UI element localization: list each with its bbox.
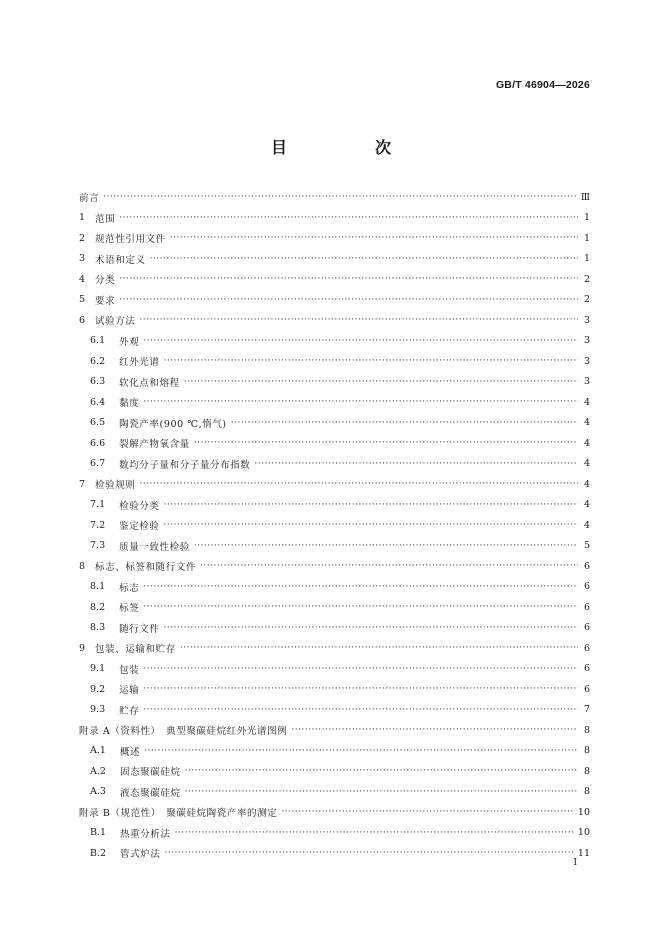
toc-entry-label: 试验方法 — [95, 316, 136, 328]
toc-entry[interactable] — [79, 331, 590, 352]
toc-entry[interactable] — [79, 454, 590, 475]
toc-entry-number: 7.1 — [90, 499, 106, 511]
toc-dot-leader — [119, 295, 578, 305]
toc-dot-leader — [143, 602, 578, 612]
toc-dot-leader — [144, 746, 578, 756]
toc-entry-number: 7 — [79, 478, 86, 490]
toc-entry-page: 3 — [583, 335, 590, 347]
toc-entry[interactable] — [79, 577, 590, 598]
toc-entry-page: 6 — [583, 642, 590, 654]
toc-entry-page: 5 — [583, 540, 590, 552]
toc-entry-page: 6 — [583, 622, 590, 634]
toc-entry-label: 标志 — [119, 582, 140, 594]
toc-entry-label: 随行文件 — [119, 623, 160, 635]
toc-entry-label: 软化点和熔程 — [119, 377, 180, 389]
toc-entry[interactable] — [79, 659, 590, 680]
toc-entry[interactable] — [79, 187, 590, 208]
toc-entry-page: 8 — [583, 765, 590, 777]
toc-entry-page: 6 — [583, 601, 590, 613]
toc-dot-leader — [180, 643, 578, 653]
toc-entry-label: 包装 — [119, 664, 140, 676]
toc-entry[interactable] — [79, 782, 590, 803]
toc-dot-leader — [164, 520, 578, 530]
toc-entry-label: 液态聚碳硅烷 — [119, 787, 181, 799]
toc-entry-page: 8 — [583, 786, 590, 798]
toc-entry[interactable] — [79, 741, 590, 762]
toc-entry[interactable] — [79, 536, 590, 557]
standard-code: GB/T 46904—2026 — [495, 79, 590, 91]
toc-entry-number: A.3 — [90, 786, 106, 798]
toc-entry-number: B.2 — [90, 847, 107, 859]
toc-entry[interactable] — [79, 700, 590, 721]
toc-entry[interactable] — [79, 310, 590, 331]
toc-entry-page: 3 — [583, 314, 590, 326]
toc-entry[interactable] — [79, 433, 590, 454]
toc-entry-number: 6.3 — [90, 376, 106, 388]
toc-entry-page: 4 — [583, 417, 590, 429]
toc-entry-label: 鉴定检验 — [119, 521, 160, 533]
toc-entry-number: 9.1 — [90, 663, 106, 675]
toc-entry[interactable] — [79, 228, 590, 249]
toc-entry-number: 8 — [79, 560, 86, 572]
toc-entry[interactable] — [79, 802, 590, 823]
toc-entry-number: 8.2 — [90, 601, 106, 613]
toc-entry-page: 11 — [577, 847, 590, 859]
toc-entry[interactable] — [79, 351, 590, 372]
toc-dot-leader — [164, 500, 578, 510]
toc-entry[interactable] — [79, 720, 590, 741]
toc-dot-leader — [143, 397, 578, 407]
toc-entry[interactable] — [79, 372, 590, 393]
toc-entry[interactable] — [79, 843, 590, 864]
toc-dot-leader — [175, 828, 574, 838]
toc-entry-number: B.1 — [90, 827, 107, 839]
toc-entry-page: 7 — [583, 704, 590, 716]
toc-dot-leader — [143, 705, 578, 715]
toc-entry-number: 6.4 — [90, 396, 106, 408]
toc-entry[interactable] — [79, 413, 590, 434]
toc-entry-page: 2 — [583, 294, 590, 306]
toc-dot-leader — [143, 336, 578, 346]
toc-entry-label: 陶瓷产率(900 ℃,惰气) — [119, 418, 227, 430]
toc-entry-page: 1 — [583, 212, 590, 224]
toc-entry-label: 管式炉法 — [120, 849, 161, 861]
toc-dot-leader — [143, 684, 578, 694]
toc-entry-label: 质量一致性检验 — [119, 541, 190, 553]
toc-entry-number: 6.5 — [90, 417, 106, 429]
toc-entry-label: 检验规则 — [95, 480, 136, 492]
toc-dot-leader — [150, 254, 578, 264]
toc-entry-label: 包装、运输和贮存 — [95, 644, 176, 656]
toc-entry-page: 6 — [583, 663, 590, 675]
toc-entry-page: 4 — [583, 478, 590, 490]
toc-entry[interactable] — [79, 392, 590, 413]
toc-entry-page: 10 — [577, 827, 590, 839]
toc-entry-number: 2 — [79, 232, 86, 244]
toc-dot-leader — [185, 766, 578, 776]
toc-entry-number: 6.7 — [90, 458, 106, 470]
toc-entry-number: A.1 — [90, 745, 106, 757]
toc-entry-page: 6 — [583, 581, 590, 593]
toc-dot-leader — [194, 541, 578, 551]
toc-entry[interactable] — [79, 474, 590, 495]
toc-entry[interactable] — [79, 679, 590, 700]
toc-entry-page: 1 — [583, 253, 590, 265]
toc-entry-page: 1 — [583, 232, 590, 244]
toc-dot-leader — [164, 848, 573, 858]
toc-dot-leader — [103, 192, 577, 202]
toc-entry-page: 3 — [583, 355, 590, 367]
toc-entry-page: 4 — [583, 437, 590, 449]
toc-entry-number: A.2 — [90, 765, 106, 777]
toc-entry-label: 附录 B（规范性） 聚碳硅烷陶瓷产率的测定 — [79, 808, 278, 820]
toc-entry[interactable] — [79, 515, 590, 536]
toc-dot-leader — [254, 459, 578, 469]
page-number: I — [573, 858, 577, 868]
toc-entry-label: 裂解产物氧含量 — [119, 439, 190, 451]
toc-entry-label: 黏度 — [119, 398, 140, 410]
toc-entry[interactable] — [79, 597, 590, 618]
toc-entry-number: 9 — [79, 642, 86, 654]
toc-entry[interactable] — [79, 761, 590, 782]
toc-dot-leader — [231, 418, 578, 428]
toc-entry[interactable] — [79, 823, 590, 844]
toc-dot-leader — [143, 664, 578, 674]
toc-entry-page: 8 — [583, 724, 590, 736]
toc-entry-number: 4 — [79, 273, 86, 285]
toc-dot-leader — [185, 787, 578, 797]
toc-entry-label: 术语和定义 — [95, 254, 146, 266]
toc-entry-page: 3 — [583, 376, 590, 388]
toc-entry-page: 6 — [583, 683, 590, 695]
toc-entry-label: 运输 — [119, 685, 140, 697]
toc-dot-leader — [291, 725, 578, 735]
toc-entry-page: 4 — [583, 458, 590, 470]
toc-entry[interactable] — [79, 618, 590, 639]
toc-entry-label: 附录 A（资料性） 典型聚碳硅烷红外光谱图例 — [79, 726, 288, 738]
toc-entry-label: 红外光谱 — [119, 357, 160, 369]
toc-entry-number: 7.3 — [90, 540, 106, 552]
toc-entry-page: 2 — [583, 273, 590, 285]
toc-entry-page: 4 — [583, 396, 590, 408]
toc-entry-number: 8.1 — [90, 581, 106, 593]
toc-dot-leader — [119, 213, 578, 223]
toc-entry-page: 10 — [577, 806, 590, 818]
toc-entry-label: 固态聚碳硅烷 — [119, 767, 181, 779]
toc-dot-leader — [164, 623, 578, 633]
toc-entry[interactable] — [79, 638, 590, 659]
toc-dot-leader — [164, 356, 578, 366]
toc-entry-label: 标签 — [119, 603, 140, 615]
toc-dot-leader — [143, 582, 578, 592]
toc-entry-page: 4 — [583, 519, 590, 531]
toc-entry[interactable] — [79, 249, 590, 270]
toc-entry-number: 6.1 — [90, 335, 106, 347]
toc-dot-leader — [281, 807, 574, 817]
toc-entry-label: 热重分析法 — [120, 828, 171, 840]
toc-entry-number: 6.2 — [90, 355, 106, 367]
toc-entry-label: 规范性引用文件 — [95, 234, 166, 246]
toc-entry-label: 范围 — [95, 213, 116, 225]
toc-entry[interactable] — [79, 290, 590, 311]
toc-dot-leader — [119, 274, 578, 284]
toc-entry-number: 7.2 — [90, 519, 106, 531]
toc-entry-number: 6.6 — [90, 437, 106, 449]
toc-dot-leader — [139, 479, 578, 489]
toc-entry-number: 9.3 — [90, 704, 106, 716]
toc-dot-leader — [194, 438, 578, 448]
toc-entry-label: 数均分子量和分子量分布指数 — [119, 459, 251, 471]
toc-entry-page: Ⅲ — [580, 191, 590, 203]
toc-entry-label: 前言 — [79, 193, 100, 205]
toc-entry[interactable] — [79, 495, 590, 516]
toc-entry[interactable] — [79, 208, 590, 229]
toc-entry-number: 8.3 — [90, 622, 106, 634]
toc-entry-number: 6 — [79, 314, 86, 326]
toc-entry-label: 贮存 — [119, 705, 140, 717]
toc-entry-label: 标志、标签和随行文件 — [95, 562, 197, 574]
toc-entry-page: 8 — [583, 745, 590, 757]
toc-dot-leader — [184, 377, 578, 387]
toc-dot-leader — [139, 315, 578, 325]
table-of-contents — [79, 187, 590, 864]
toc-entry[interactable] — [79, 269, 590, 290]
toc-entry-label: 外观 — [119, 336, 140, 348]
toc-entry-number: 1 — [79, 212, 86, 224]
toc-entry-page: 6 — [583, 560, 590, 572]
toc-entry-number: 5 — [79, 294, 86, 306]
toc-entry-label: 概述 — [119, 746, 141, 758]
toc-entry-number: 3 — [79, 253, 86, 265]
toc-entry-label: 分类 — [95, 275, 116, 287]
page-title: 目 次 — [270, 138, 427, 157]
toc-dot-leader — [170, 233, 578, 243]
toc-entry[interactable] — [79, 556, 590, 577]
toc-entry-label: 检验分类 — [119, 500, 160, 512]
toc-entry-label: 要求 — [95, 295, 116, 307]
toc-entry-number: 9.2 — [90, 683, 106, 695]
toc-entry-page: 4 — [583, 499, 590, 511]
toc-dot-leader — [200, 561, 578, 571]
